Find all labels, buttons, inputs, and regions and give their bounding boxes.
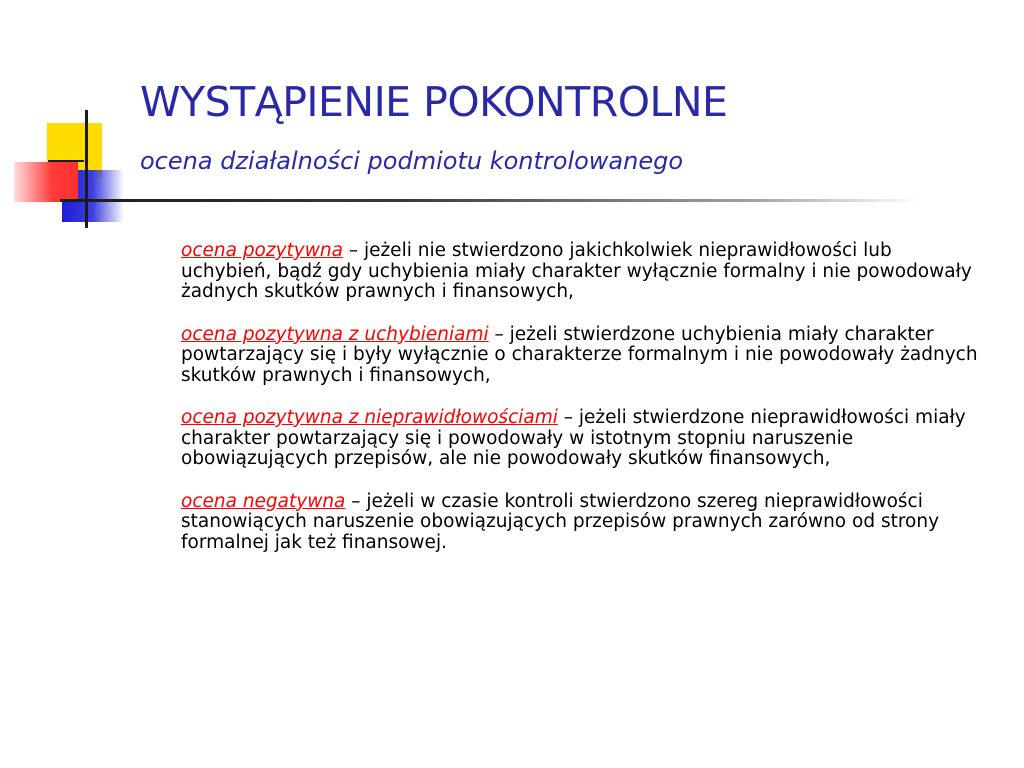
slide-subtitle: ocena działalności podmiotu kontrolowanego bbox=[140, 147, 684, 175]
definition-item bbox=[181, 325, 981, 387]
definition-item bbox=[181, 492, 981, 554]
vertical-line-decoration bbox=[85, 110, 88, 228]
definition-text: – jeżeli stwierdzone nieprawidłowości miały charakter powtarzający się i powodowały w istotnym stopniu naruszenie obowiązujących przepisów, ale nie powodowały skutków finansowych, bbox=[181, 407, 966, 469]
slide-body bbox=[181, 241, 981, 575]
definition-text: – jeżeli stwierdzone uchybienia miały charakter powtarzający się i były wyłącznie o charakterze formalnym i nie powodowały żadnych skutków prawnych i finansowych, bbox=[181, 323, 978, 386]
red-square-decoration bbox=[14, 162, 78, 202]
definition-term: ocena pozytywna z nieprawidłowościami bbox=[181, 407, 558, 428]
definition-item bbox=[181, 408, 981, 470]
short-line-decoration bbox=[48, 160, 84, 162]
definition-term: ocena negatywna bbox=[181, 490, 346, 512]
slide-title: WYSTĄPIENIE POKONTROLNE bbox=[140, 78, 728, 126]
title-underline-rule bbox=[60, 199, 920, 202]
definition-text: – jeżeli nie stwierdzono jakichkolwiek nieprawidłowości lub uchybień, bądź gdy uchybienia miały charakter wyłącznie formalny i nie powodowały żadnych skutków prawnych i finansowych, bbox=[181, 240, 972, 302]
definition-term: ocena pozytywna bbox=[181, 240, 343, 261]
definition-text: – jeżeli w czasie kontroli stwierdzono szereg nieprawidłowości stanowiących naruszenie obowiązujących przepisów prawnych zarówno od strony formalnej jak też finansowej. bbox=[181, 490, 940, 553]
definition-term: ocena pozytywna z uchybieniami bbox=[181, 323, 489, 345]
definition-item bbox=[181, 241, 981, 303]
